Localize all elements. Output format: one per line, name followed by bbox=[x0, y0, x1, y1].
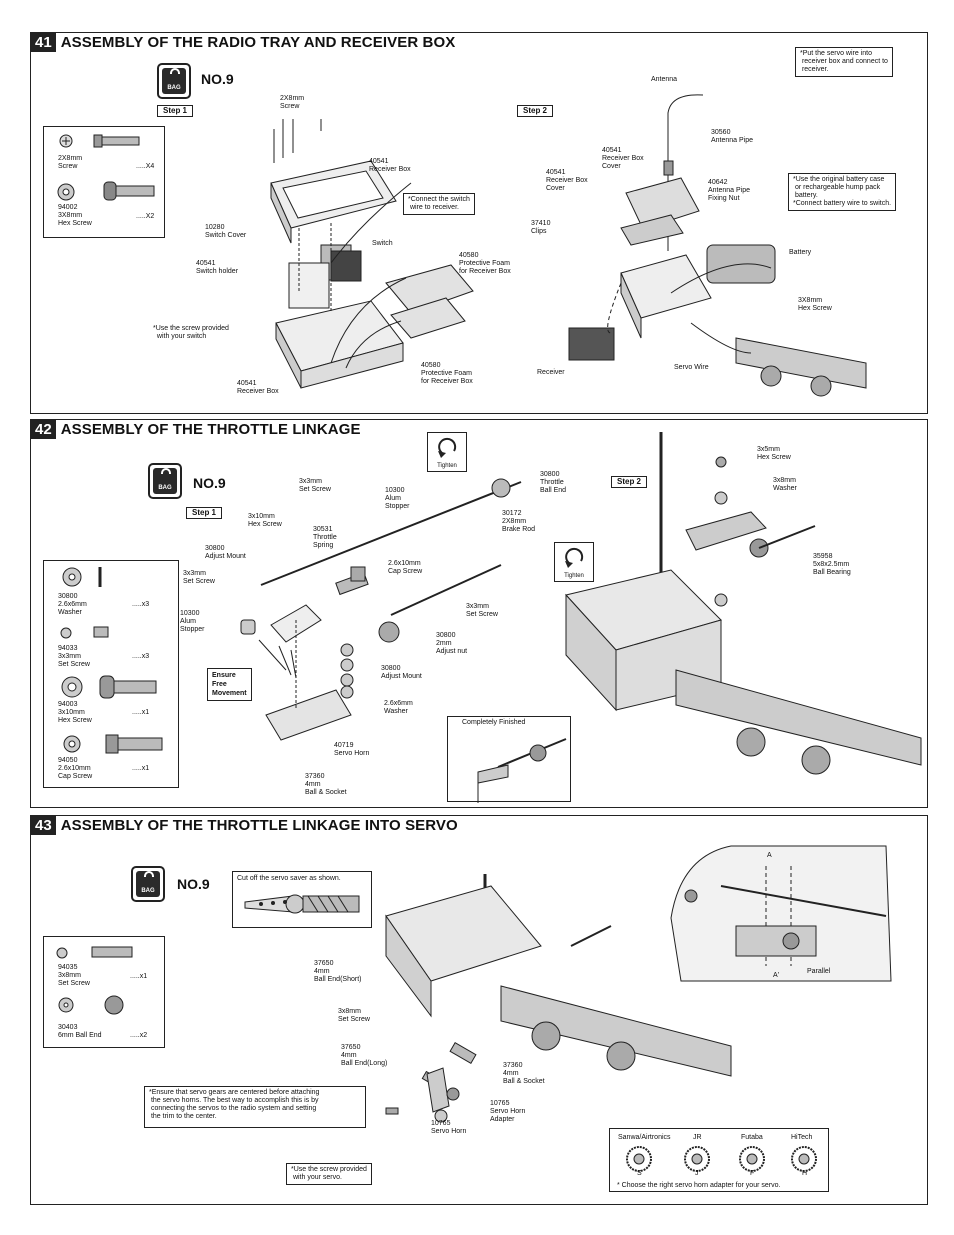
servo-adapter-chooser bbox=[609, 1128, 829, 1192]
label-receiver-box: 40541 Receiver Box bbox=[369, 158, 411, 173]
label-set-screw-c: 3x3mm Set Screw bbox=[466, 603, 498, 618]
step-2-label: Step 2 bbox=[611, 476, 647, 488]
label-foam-top: 40580 Protective Foam for Receiver Box bbox=[459, 252, 511, 275]
label-hex-screw-3x5: 3x5mm Hex Screw bbox=[757, 446, 791, 461]
label-servo-wire: Servo Wire bbox=[674, 364, 709, 371]
label-adjust-mount-a: 30800 Adjust Mount bbox=[205, 545, 246, 560]
note-battery: *Use the original battery case or rechargeable hump pack battery. *Connect battery wire to switch. bbox=[788, 173, 896, 211]
label-servo-horn: 10765 Servo Horn bbox=[431, 1120, 467, 1135]
label-antenna-pipe: 30560 Antenna Pipe bbox=[711, 129, 754, 144]
label-battery: Battery bbox=[789, 249, 812, 256]
label-receiver-box-cover-a: 40541 Receiver Box Cover bbox=[602, 147, 644, 170]
finished-illustration bbox=[448, 717, 572, 803]
step-2-label: Step 2 bbox=[517, 105, 553, 117]
step-1-label: Step 1 bbox=[186, 507, 222, 519]
part-qty: .....x2 bbox=[130, 1032, 148, 1039]
label-ball-end-short: 37650 4mm Ball End(Short) bbox=[314, 960, 362, 983]
adapter-letter-j: J bbox=[695, 1170, 699, 1177]
part-name: 94003 3x10mm Hex Screw bbox=[58, 701, 92, 724]
note-use-servo-screw: *Use the screw provided with your servo. bbox=[286, 1163, 372, 1185]
label-adjust-mount-b: 30800 Adjust Mount bbox=[381, 665, 422, 680]
label-servo-horn-adapter: 10765 Servo Horn Adapter bbox=[490, 1100, 526, 1123]
note-center-servo-gears: *Ensure that servo gears are centered before attaching the servo horns. The best way to accomplish this is by connecting the servos to the radio system and setting the trim to the center. bbox=[144, 1086, 366, 1128]
label-throttle-spring: 30531 Throttle Spring bbox=[313, 526, 337, 549]
bag-number: NO.9 bbox=[193, 475, 226, 491]
part-name: 94033 3x3mm Set Screw bbox=[58, 645, 90, 668]
note-ensure-free-movement: Ensure Free Movement bbox=[207, 668, 252, 701]
part-qty: .....x3 bbox=[132, 653, 150, 660]
section-title: ASSEMBLY OF THE RADIO TRAY AND RECEIVER BOX bbox=[60, 34, 456, 51]
section-title: ASSEMBLY OF THE THROTTLE LINKAGE bbox=[60, 421, 361, 438]
label-receiver: Receiver bbox=[537, 369, 565, 376]
part-name: 30403 6mm Ball End bbox=[58, 1024, 102, 1039]
tighten-label: Tighten bbox=[437, 463, 457, 469]
completely-finished-label: Completely Finished bbox=[462, 719, 526, 726]
part-qty: .....x1 bbox=[130, 973, 148, 980]
adapter-letter-f: F bbox=[750, 1170, 755, 1177]
note-switch-wire: *Connect the switch wire to receiver. bbox=[403, 193, 475, 215]
step-2-illustration bbox=[31, 33, 929, 415]
label-adjust-nut: 30800 2mm Adjust nut bbox=[436, 632, 468, 655]
part-name: 94035 3x8mm Set Screw bbox=[58, 964, 90, 987]
label-washer-3x8: 3x8mm Washer bbox=[773, 477, 797, 492]
brand-futaba: Futaba bbox=[741, 1134, 763, 1141]
label-switch: Switch bbox=[372, 240, 393, 247]
choose-adapter-note: * Choose the right servo horn adapter for your servo. bbox=[617, 1182, 781, 1189]
section-title: ASSEMBLY OF THE THROTTLE LINKAGE INTO SERVO bbox=[60, 817, 458, 834]
part-qty: .....x1 bbox=[132, 765, 150, 772]
label-a-prime: A' bbox=[773, 972, 780, 979]
part-qty: .....X4 bbox=[136, 163, 155, 170]
section-number: 42 bbox=[31, 420, 56, 439]
label-antenna-fixing-nut: 40642 Antenna Pipe Fixing Nut bbox=[708, 179, 751, 202]
label-foam-bottom: 40580 Protective Foam for Receiver Box bbox=[421, 362, 473, 385]
label-antenna: Antenna bbox=[651, 76, 678, 83]
step-1-label: Step 1 bbox=[157, 105, 193, 117]
note-servo-wire: *Put the servo wire into receiver box and connect to receiver. bbox=[795, 47, 893, 77]
part-name: 30800 2.6x6mm Washer bbox=[58, 593, 87, 616]
part-qty: .....x1 bbox=[132, 709, 150, 716]
note-switch-screw: *Use the screw provided with your switch bbox=[153, 325, 229, 340]
completely-finished-box bbox=[447, 716, 571, 802]
label-ball-bearing: 35958 5x8x2.5mm Ball Bearing bbox=[813, 553, 851, 576]
label-cap-screw: 2.6x10mm Cap Screw bbox=[388, 560, 423, 575]
bag-number: NO.9 bbox=[201, 71, 234, 87]
section-43 bbox=[30, 815, 928, 1205]
section-number: 43 bbox=[31, 816, 56, 835]
label-switch-cover: 10280 Switch Cover bbox=[205, 224, 247, 239]
label-servo-horn: 40719 Servo Horn bbox=[334, 742, 370, 757]
bag-label: BAG bbox=[158, 485, 172, 491]
brand-hitech: HiTech bbox=[791, 1134, 813, 1141]
part-name: 2X8mm Screw bbox=[58, 155, 83, 170]
cut-note: Cut off the servo saver as shown. bbox=[237, 875, 341, 882]
label-receiver-box-bottom: 40541 Receiver Box bbox=[237, 380, 279, 395]
label-washer: 2.6x6mm Washer bbox=[384, 700, 413, 715]
adapter-letter-h: H bbox=[802, 1170, 808, 1177]
bag-label: BAG bbox=[141, 888, 155, 894]
tighten-label: Tighten bbox=[564, 573, 584, 579]
label-parallel: Parallel bbox=[807, 968, 831, 975]
brand-sanwa: Sanwa/Airtronics bbox=[618, 1134, 671, 1141]
part-name: 94002 3X8mm Hex Screw bbox=[58, 204, 92, 227]
label-throttle-ball-end: 30800 Throttle Ball End bbox=[540, 471, 567, 494]
part-qty: .....x3 bbox=[132, 601, 150, 608]
label-set-screw: 3x8mm Set Screw bbox=[338, 1008, 370, 1023]
label-clips: 37410 Clips bbox=[531, 220, 551, 235]
section-42 bbox=[30, 419, 928, 808]
brand-jr: JR bbox=[693, 1134, 702, 1141]
bag-number: NO.9 bbox=[177, 876, 210, 892]
label-ball-socket: 37360 4mm Ball & Socket bbox=[305, 773, 347, 796]
label-alum-stopper-b: 10300 Alum Stopper bbox=[180, 610, 205, 633]
label-alum-stopper-a: 10300 Alum Stopper bbox=[385, 487, 410, 510]
section-number: 41 bbox=[31, 33, 56, 52]
label-hex-screw-3x10: 3x10mm Hex Screw bbox=[248, 513, 282, 528]
part-name: 94050 2.6x10mm Cap Screw bbox=[58, 757, 93, 780]
label-brake-rod: 30172 2X8mm Brake Rod bbox=[502, 510, 536, 533]
label-hex-screw-3x8: 3X8mm Hex Screw bbox=[798, 297, 832, 312]
label-set-screw-a: 3x3mm Set Screw bbox=[299, 478, 331, 493]
label-receiver-box-cover-b: 40541 Receiver Box Cover bbox=[546, 169, 588, 192]
bag-label: BAG bbox=[167, 85, 181, 91]
label-set-screw-b: 3x3mm Set Screw bbox=[183, 570, 215, 585]
label-ball-end-long: 37650 4mm Ball End(Long) bbox=[341, 1044, 388, 1067]
part-qty: .....X2 bbox=[136, 213, 155, 220]
label-switch-holder: 40541 Switch holder bbox=[196, 260, 239, 275]
label-a: A bbox=[767, 852, 772, 859]
label-screw-2x8: 2X8mm Screw bbox=[280, 95, 305, 110]
adapter-letter-s: S bbox=[637, 1170, 642, 1177]
section-41 bbox=[30, 32, 928, 414]
label-ball-socket: 37360 4mm Ball & Socket bbox=[503, 1062, 545, 1085]
